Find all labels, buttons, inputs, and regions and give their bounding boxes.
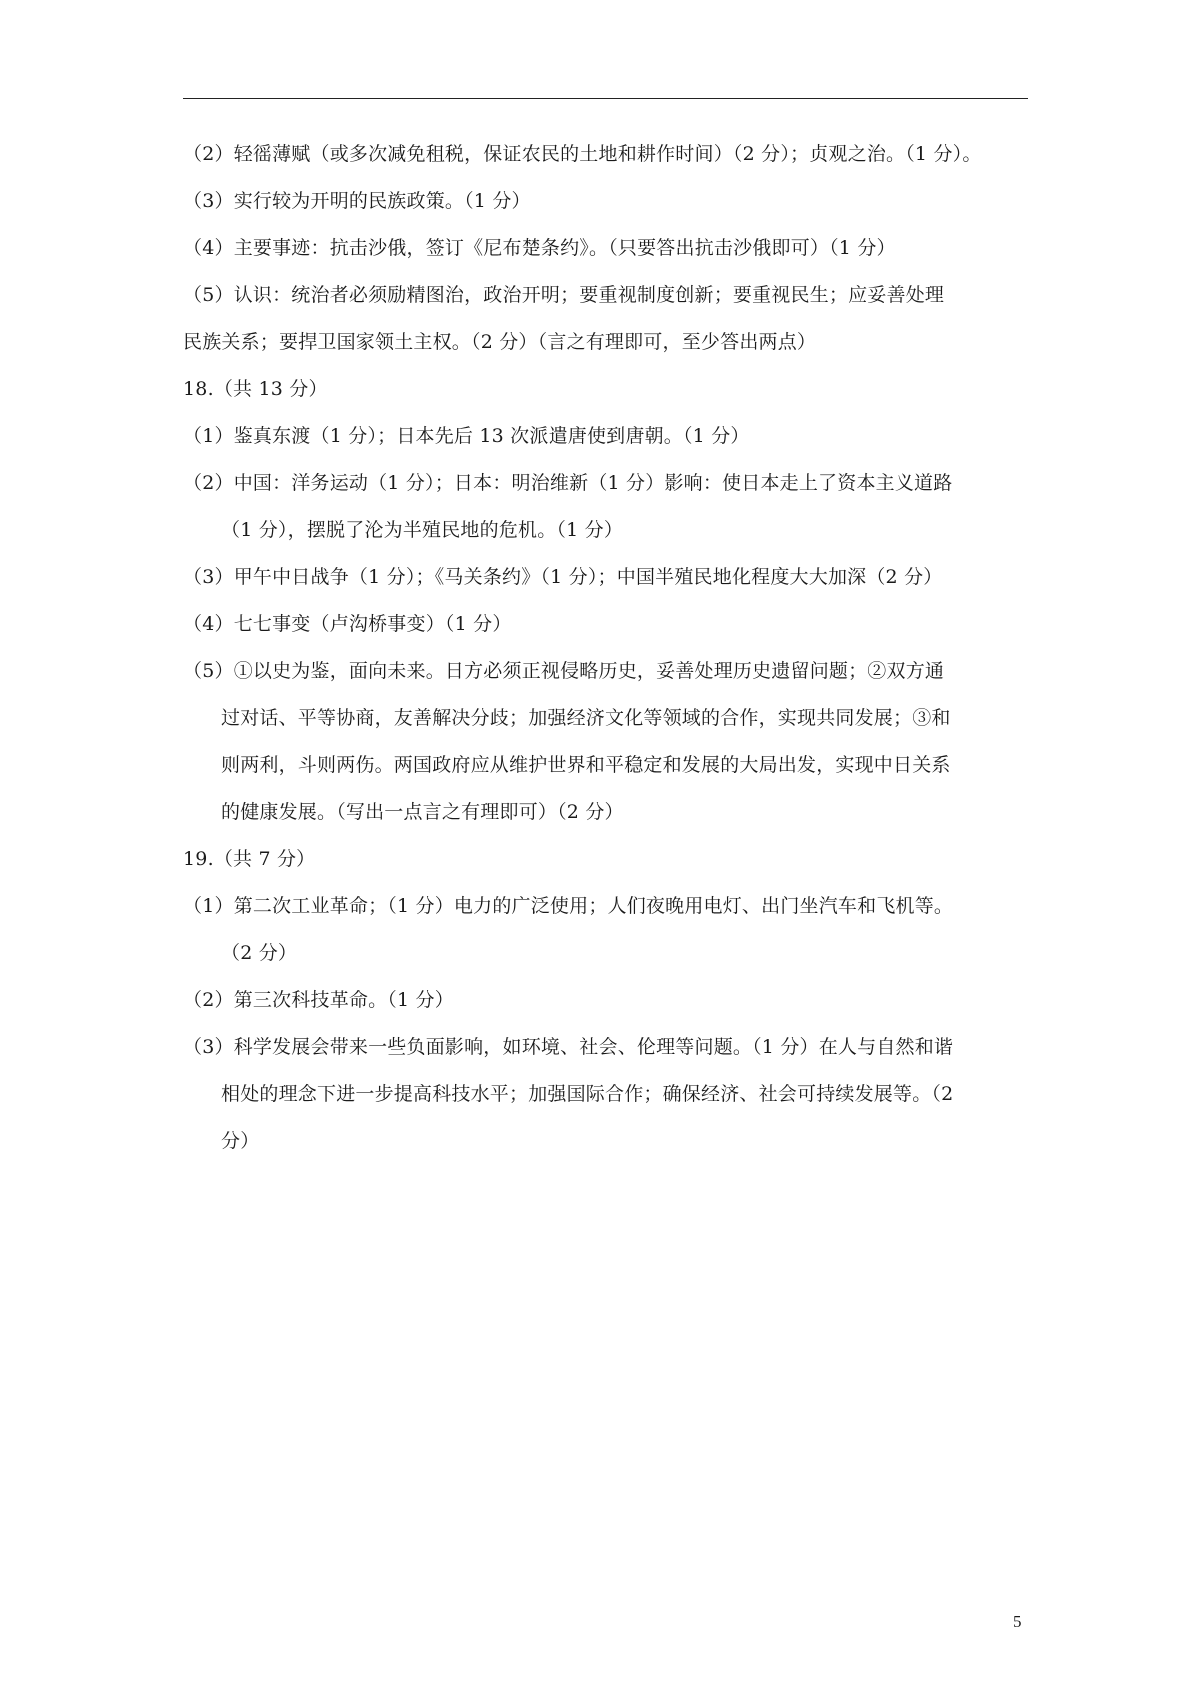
q18-answer-4: （4）七七事变（卢沟桥事变）（1 分） [183,613,512,635]
q18-answer-5-line-1: （5）①以史为鉴，面向未来。日方必须正视侵略历史，妥善处理历史遗留问题；②双方通 [183,660,945,682]
q17-answer-3: （3）实行较为开明的民族政策。（1 分） [183,190,531,212]
q19-answer-1-line-1: （1）第二次工业革命；（1 分）电力的广泛使用；人们夜晚用电灯、出门坐汽车和飞机等。 [183,895,954,917]
q19-answer-3-line-3: 分） [221,1130,260,1152]
q18-answer-2-line-2: （1 分），摆脱了沦为半殖民地的危机。（1 分） [221,519,624,541]
header-rule [183,98,1028,99]
q18-answer-5-line-3: 则两利，斗则两伤。两国政府应从维护世界和平稳定和发展的大局出发，实现中日关系 [221,754,951,776]
q19-answer-3-line-1: （3）科学发展会带来一些负面影响，如环境、社会、伦理等问题。（1 分）在人与自然和谐 [183,1036,954,1058]
q19-answer-3-line-2: 相处的理念下进一步提高科技水平；加强国际合作；确保经济、社会可持续发展等。（2 [221,1083,954,1105]
q19-answer-1-line-2: （2 分） [221,942,298,964]
q18-answer-1: （1）鉴真东渡（1 分）；日本先后 13 次派遣唐使到唐朝。（1 分） [183,425,750,447]
q17-answer-4: （4）主要事迹：抗击沙俄，签订《尼布楚条约》。（只要答出抗击沙俄即可）（1 分） [183,237,896,259]
q19-answer-2: （2）第三次科技革命。（1 分） [183,989,454,1011]
q17-answer-5-line-1: （5）认识：统治者必须励精图治，政治开明；要重视制度创新；要重视民生；应妥善处理 [183,284,945,306]
q17-answer-5-line-2: 民族关系；要捍卫国家领土主权。（2 分）（言之有理即可，至少答出两点） [183,331,817,353]
q18-answer-3: （3）甲午中日战争（1 分）；《马关条约》（1 分）；中国半殖民地化程度大大加深（2 分） [183,566,943,588]
q18-answer-5-line-4: 的健康发展。（写出一点言之有理即可）（2 分） [221,801,624,823]
q18-heading: 18.（共 13 分） [183,378,328,400]
page-number: 5 [1013,1612,1022,1631]
q17-answer-2: （2）轻徭薄赋（或多次减免租税，保证农民的土地和耕作时间）（2 分）；贞观之治。（1 分）。 [183,143,982,165]
q18-answer-5-line-2: 过对话、平等协商，友善解决分歧；加强经济文化等领域的合作，实现共同发展；③和 [221,707,951,729]
q19-heading: 19.（共 7 分） [183,848,316,870]
q18-answer-2-line-1: （2）中国：洋务运动（1 分）；日本：明治维新（1 分）影响：使日本走上了资本主义道路 [183,472,953,494]
